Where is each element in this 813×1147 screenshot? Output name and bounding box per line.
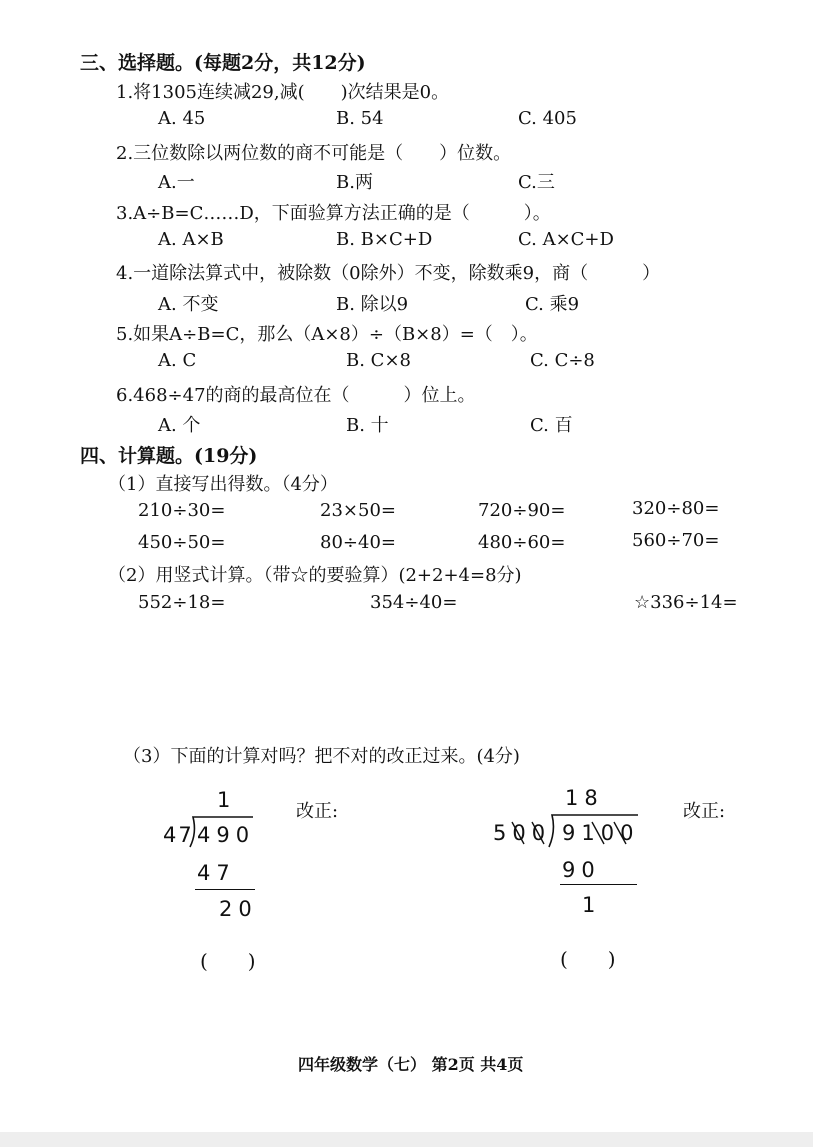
part-1-heading: （1）直接写出得数。（4分） bbox=[108, 474, 338, 495]
oral-calc-item: 80÷40= bbox=[320, 532, 396, 553]
oral-calc-item: 480÷60= bbox=[478, 532, 566, 553]
option-a: A. 45 bbox=[158, 108, 206, 129]
divisor: 47 bbox=[163, 823, 194, 847]
option-a: A. A×B bbox=[158, 229, 224, 250]
vertical-calc-item: ☆336÷14= bbox=[634, 592, 738, 613]
section-4-title: 四、计算题。(19分) bbox=[80, 445, 258, 467]
quotient: 1 bbox=[217, 788, 237, 812]
crossed-zeros-marks bbox=[590, 818, 640, 848]
option-b: B.两 bbox=[336, 172, 373, 193]
page-footer: 四年级数学（七） 第2页 共4页 bbox=[298, 1055, 524, 1074]
option-c: C. A×C+D bbox=[518, 229, 614, 250]
option-b: B. 十 bbox=[346, 415, 389, 436]
option-c: C. 百 bbox=[530, 415, 573, 436]
subtraction-line bbox=[195, 889, 255, 890]
option-b: B. C×8 bbox=[346, 350, 411, 371]
dividend: 490 bbox=[197, 823, 256, 847]
correction-label: 改正: bbox=[296, 801, 339, 822]
vertical-calc-item: 354÷40= bbox=[370, 592, 458, 613]
answer-parens[interactable]: ( ) bbox=[560, 947, 616, 971]
quotient: 18 bbox=[565, 786, 604, 810]
product: 90 bbox=[562, 858, 601, 882]
section-3-title: 三、选择题。(每题2分，共12分) bbox=[80, 52, 366, 74]
option-c: C. 405 bbox=[518, 108, 577, 129]
question-3: 3.A÷B=C……D，下面验算方法正确的是（ ）。 bbox=[116, 203, 551, 224]
product: 47 bbox=[197, 861, 236, 885]
oral-calc-item: 23×50= bbox=[320, 500, 396, 521]
scan-edge bbox=[0, 1132, 813, 1147]
option-b: B. 54 bbox=[336, 108, 384, 129]
oral-calc-item: 320÷80= bbox=[632, 498, 720, 519]
question-2: 2.三位数除以两位数的商不可能是（ ）位数。 bbox=[116, 143, 512, 164]
option-c: C.三 bbox=[518, 172, 555, 193]
question-4: 4.一道除法算式中，被除数（0除外）不变，除数乘9，商（ ） bbox=[116, 263, 661, 284]
oral-calc-item: 720÷90= bbox=[478, 500, 566, 521]
oral-calc-item: 560÷70= bbox=[632, 530, 720, 551]
crossed-zeros-marks bbox=[510, 818, 550, 848]
option-a: A.一 bbox=[158, 172, 195, 193]
option-c: C. C÷8 bbox=[530, 350, 595, 371]
option-a: A. 个 bbox=[158, 415, 201, 436]
option-c: C. 乘9 bbox=[525, 294, 580, 315]
option-b: B. B×C+D bbox=[336, 229, 433, 250]
part-3-heading: （3）下面的计算对吗？把不对的改正过来。(4分) bbox=[123, 746, 520, 767]
option-a: A. C bbox=[158, 350, 197, 371]
option-a: A. 不变 bbox=[158, 294, 219, 315]
answer-parens[interactable]: ( ) bbox=[200, 949, 256, 973]
question-6: 6.468÷47的商的最高位在（ ）位上。 bbox=[116, 385, 476, 406]
divisor: 500 bbox=[493, 821, 552, 845]
remainder: 20 bbox=[219, 897, 258, 921]
subtraction-line bbox=[560, 884, 637, 885]
question-1: 1.将1305连续减29,减( )次结果是0。 bbox=[116, 82, 450, 103]
oral-calc-item: 450÷50= bbox=[138, 532, 226, 553]
part-2-heading: （2）用竖式计算。（带☆的要验算）(2+2+4=8分) bbox=[108, 565, 522, 586]
correction-label: 改正: bbox=[683, 801, 726, 822]
vertical-calc-item: 552÷18= bbox=[138, 592, 226, 613]
option-b: B. 除以9 bbox=[336, 294, 409, 315]
question-5: 5.如果A÷B=C，那么（A×8）÷（B×8）=（ ）。 bbox=[116, 324, 538, 345]
remainder: 1 bbox=[582, 893, 602, 917]
oral-calc-item: 210÷30= bbox=[138, 500, 226, 521]
dividend: 9100 bbox=[562, 821, 640, 845]
